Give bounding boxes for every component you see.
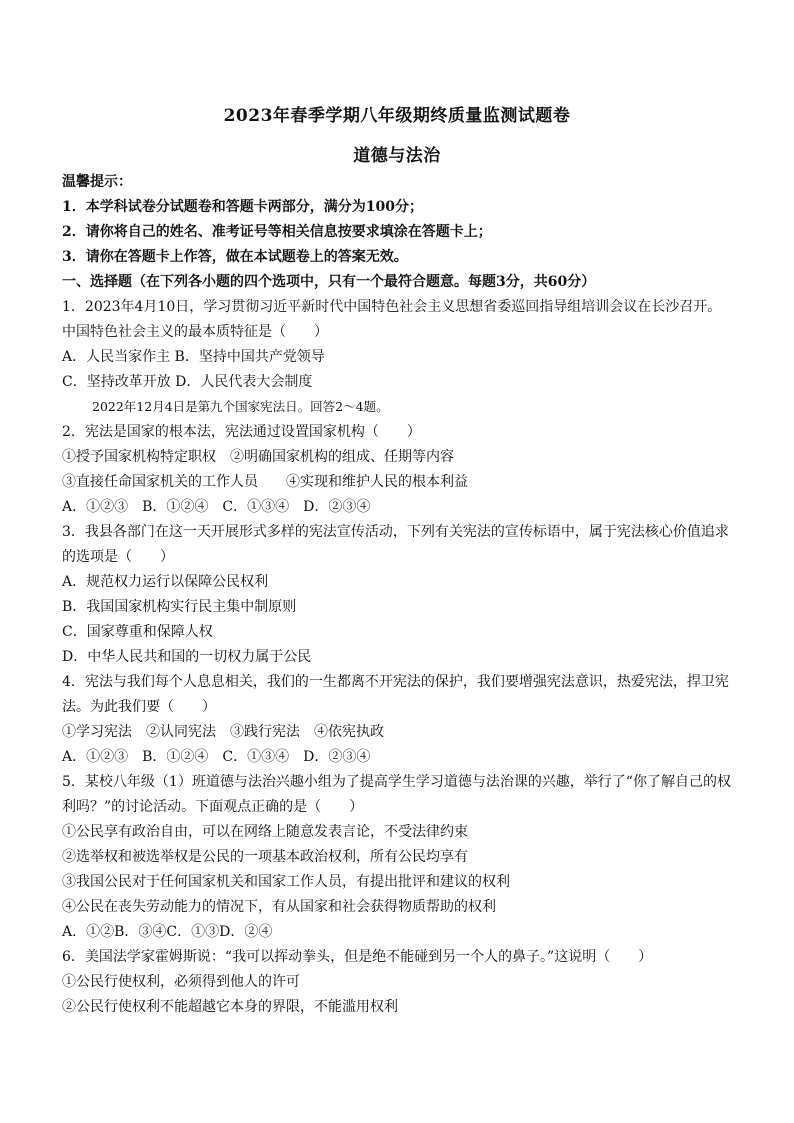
- question-3-stem: 的选项是（ ）: [62, 549, 174, 565]
- question-1-options: A．人民当家作主 B．坚持中国共产党领导: [62, 349, 325, 365]
- question-2-options: A．①②③ B．①②④ C．①③④ D．②③④: [62, 499, 371, 515]
- question-5-item: ③我国公民对于任何国家机关和国家工作人员，有提出批评和建议的权利: [62, 874, 510, 890]
- question-6-stem: 6．美国法学家霍姆斯说：“我可以挥动拳头，但是绝不能碰到另一个人的鼻子。”这说明（ ）: [62, 949, 653, 965]
- question-3-stem: 3．我县各部门在这一天开展形式多样的宪法宣传活动，下列有关宪法的宣传标语中，属于宪法核心价值追求: [62, 524, 729, 540]
- question-5-options: A．①②B．③④C．①③D．②④: [62, 924, 273, 940]
- question-4-options: A．①②③ B．①②④ C．①③④ D．②③④: [62, 749, 371, 765]
- question-5-item: ①公民享有政治自由，可以在网络上随意发表言论，不受法律约束: [62, 824, 468, 840]
- question-2-items: ③直接任命国家机关的工作人员 ④实现和维护人民的根本利益: [62, 474, 468, 490]
- exam-title: 2023年春季学期八年级期终质量监测试题卷: [223, 106, 571, 126]
- question-1-stem: 1．2023年4月10日，学习贯彻习近平新时代中国特色社会主义思想省委巡回指导组培训会议在长沙召开。: [62, 299, 722, 315]
- question-3-option-b: B．我国国家机构实行民主集中制原则: [62, 599, 297, 615]
- section-heading: 一、选择题（在下列各小题的四个选项中，只有一个最符合题意。每题3分，共60分）: [62, 274, 596, 290]
- question-3-option-a: A．规范权力运行以保障公民权利: [62, 574, 269, 590]
- question-3-option-c: C．国家尊重和保障人权: [62, 624, 213, 640]
- notice-item: 1．本学科试卷分试题卷和答题卡两部分，满分为100分；: [62, 199, 423, 215]
- question-1-stem: 中国特色社会主义的最本质特征是（ ）: [62, 324, 328, 340]
- notice-item: 2．请你将自己的姓名、准考证号等相关信息按要求填涂在答题卡上；: [62, 224, 492, 240]
- subject-title: 道德与法治: [353, 146, 441, 166]
- question-6-item: ①公民行使权利，必须得到他人的许可: [62, 974, 300, 990]
- question-5-item: ④公民在丧失劳动能力的情况下，有从国家和社会获得物质帮助的权利: [62, 899, 496, 915]
- question-5-item: ②选举权和被选举权是公民的一项基本政治权利，所有公民均享有: [62, 849, 468, 865]
- question-5-stem: 5．某校八年级（1）班道德与法治兴趣小组为了提高学生学习道德与法治课的兴趣，举行了“你了解自己的权: [62, 774, 731, 790]
- question-1-options: C．坚持改革开放 D．人民代表大会制度: [62, 374, 313, 390]
- notice-item: 3．请你在答题卡上作答，做在本试题卷上的答案无效。: [62, 249, 408, 265]
- notice-heading: 温馨提示：: [62, 174, 132, 190]
- question-4-stem: 法。为此我们要（ ）: [62, 699, 216, 715]
- question-2-stem: 2．宪法是国家的根本法，宪法通过设置国家机构（ ）: [62, 424, 421, 440]
- question-6-item: ②公民行使权利不能超越它本身的界限，不能滥用权利: [62, 999, 398, 1015]
- question-4-stem: 4．宪法与我们每个人息息相关，我们的一生都离不开宪法的保护，我们要增强宪法意识，热爱宪法，捍卫宪: [62, 674, 729, 690]
- context-2-4: 2022年12月4日是第九个国家宪法日。回答2～4题。: [92, 399, 389, 414]
- question-2-items: ①授予国家机构特定职权 ②明确国家机构的组成、任期等内容: [62, 449, 454, 465]
- question-5-stem: 利吗？”的讨论活动。下面观点正确的是（ ）: [62, 799, 364, 815]
- question-3-option-d: D．中华人民共和国的一切权力属于公民: [62, 649, 312, 665]
- question-4-items: ①学习宪法 ②认同宪法 ③践行宪法 ④依宪执政: [62, 724, 384, 740]
